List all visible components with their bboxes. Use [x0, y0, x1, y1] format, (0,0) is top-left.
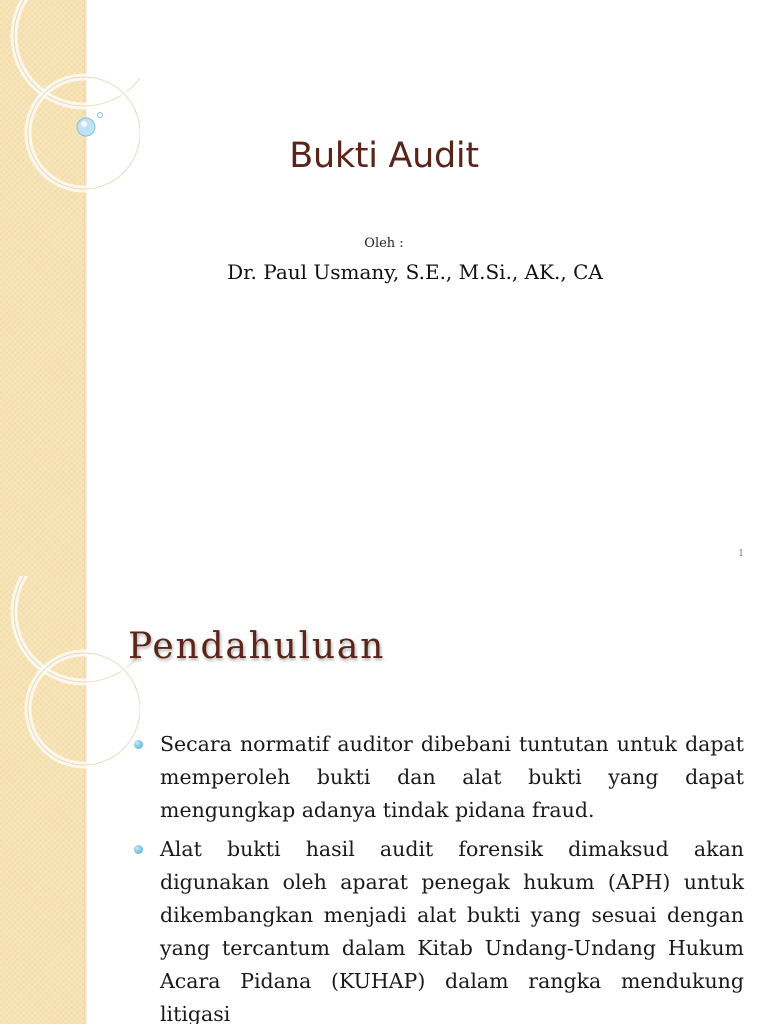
bullet-icon [134, 740, 143, 749]
list-item [134, 728, 744, 827]
by-label: Oleh : [364, 236, 404, 251]
bullet-icon [134, 845, 143, 854]
bullet-text: Alat bukti hasil audit forensik dimaksud akan digunakan oleh aparat penegak hukum (APH) untuk dikembangkan menjadi alat bukti yang sesuai dengan yang tercantum dalam Kitab Undang-Undang Hukum Acara Pidana (KUHAP) dalam rangka mendukung litigasi [160, 837, 744, 1024]
bullet-list [134, 728, 744, 1024]
bullet-text: Secara normatif auditor dibebani tuntutan untuk dapat memperoleh bukti dan alat bukti yang dapat mengungkap adanya tindak pidana fraud. [160, 732, 744, 822]
list-item [134, 833, 744, 1024]
circle-ornament [0, 0, 140, 220]
slide-2 [0, 576, 768, 1024]
author-name: Dr. Paul Usmany, S.E., M.Si., AK., CA [227, 260, 603, 284]
circle-ornament [0, 576, 140, 796]
page-number: 1 [738, 549, 744, 559]
slide-title: Pendahuluan [128, 626, 386, 667]
slide-title: Bukti Audit [289, 136, 479, 176]
